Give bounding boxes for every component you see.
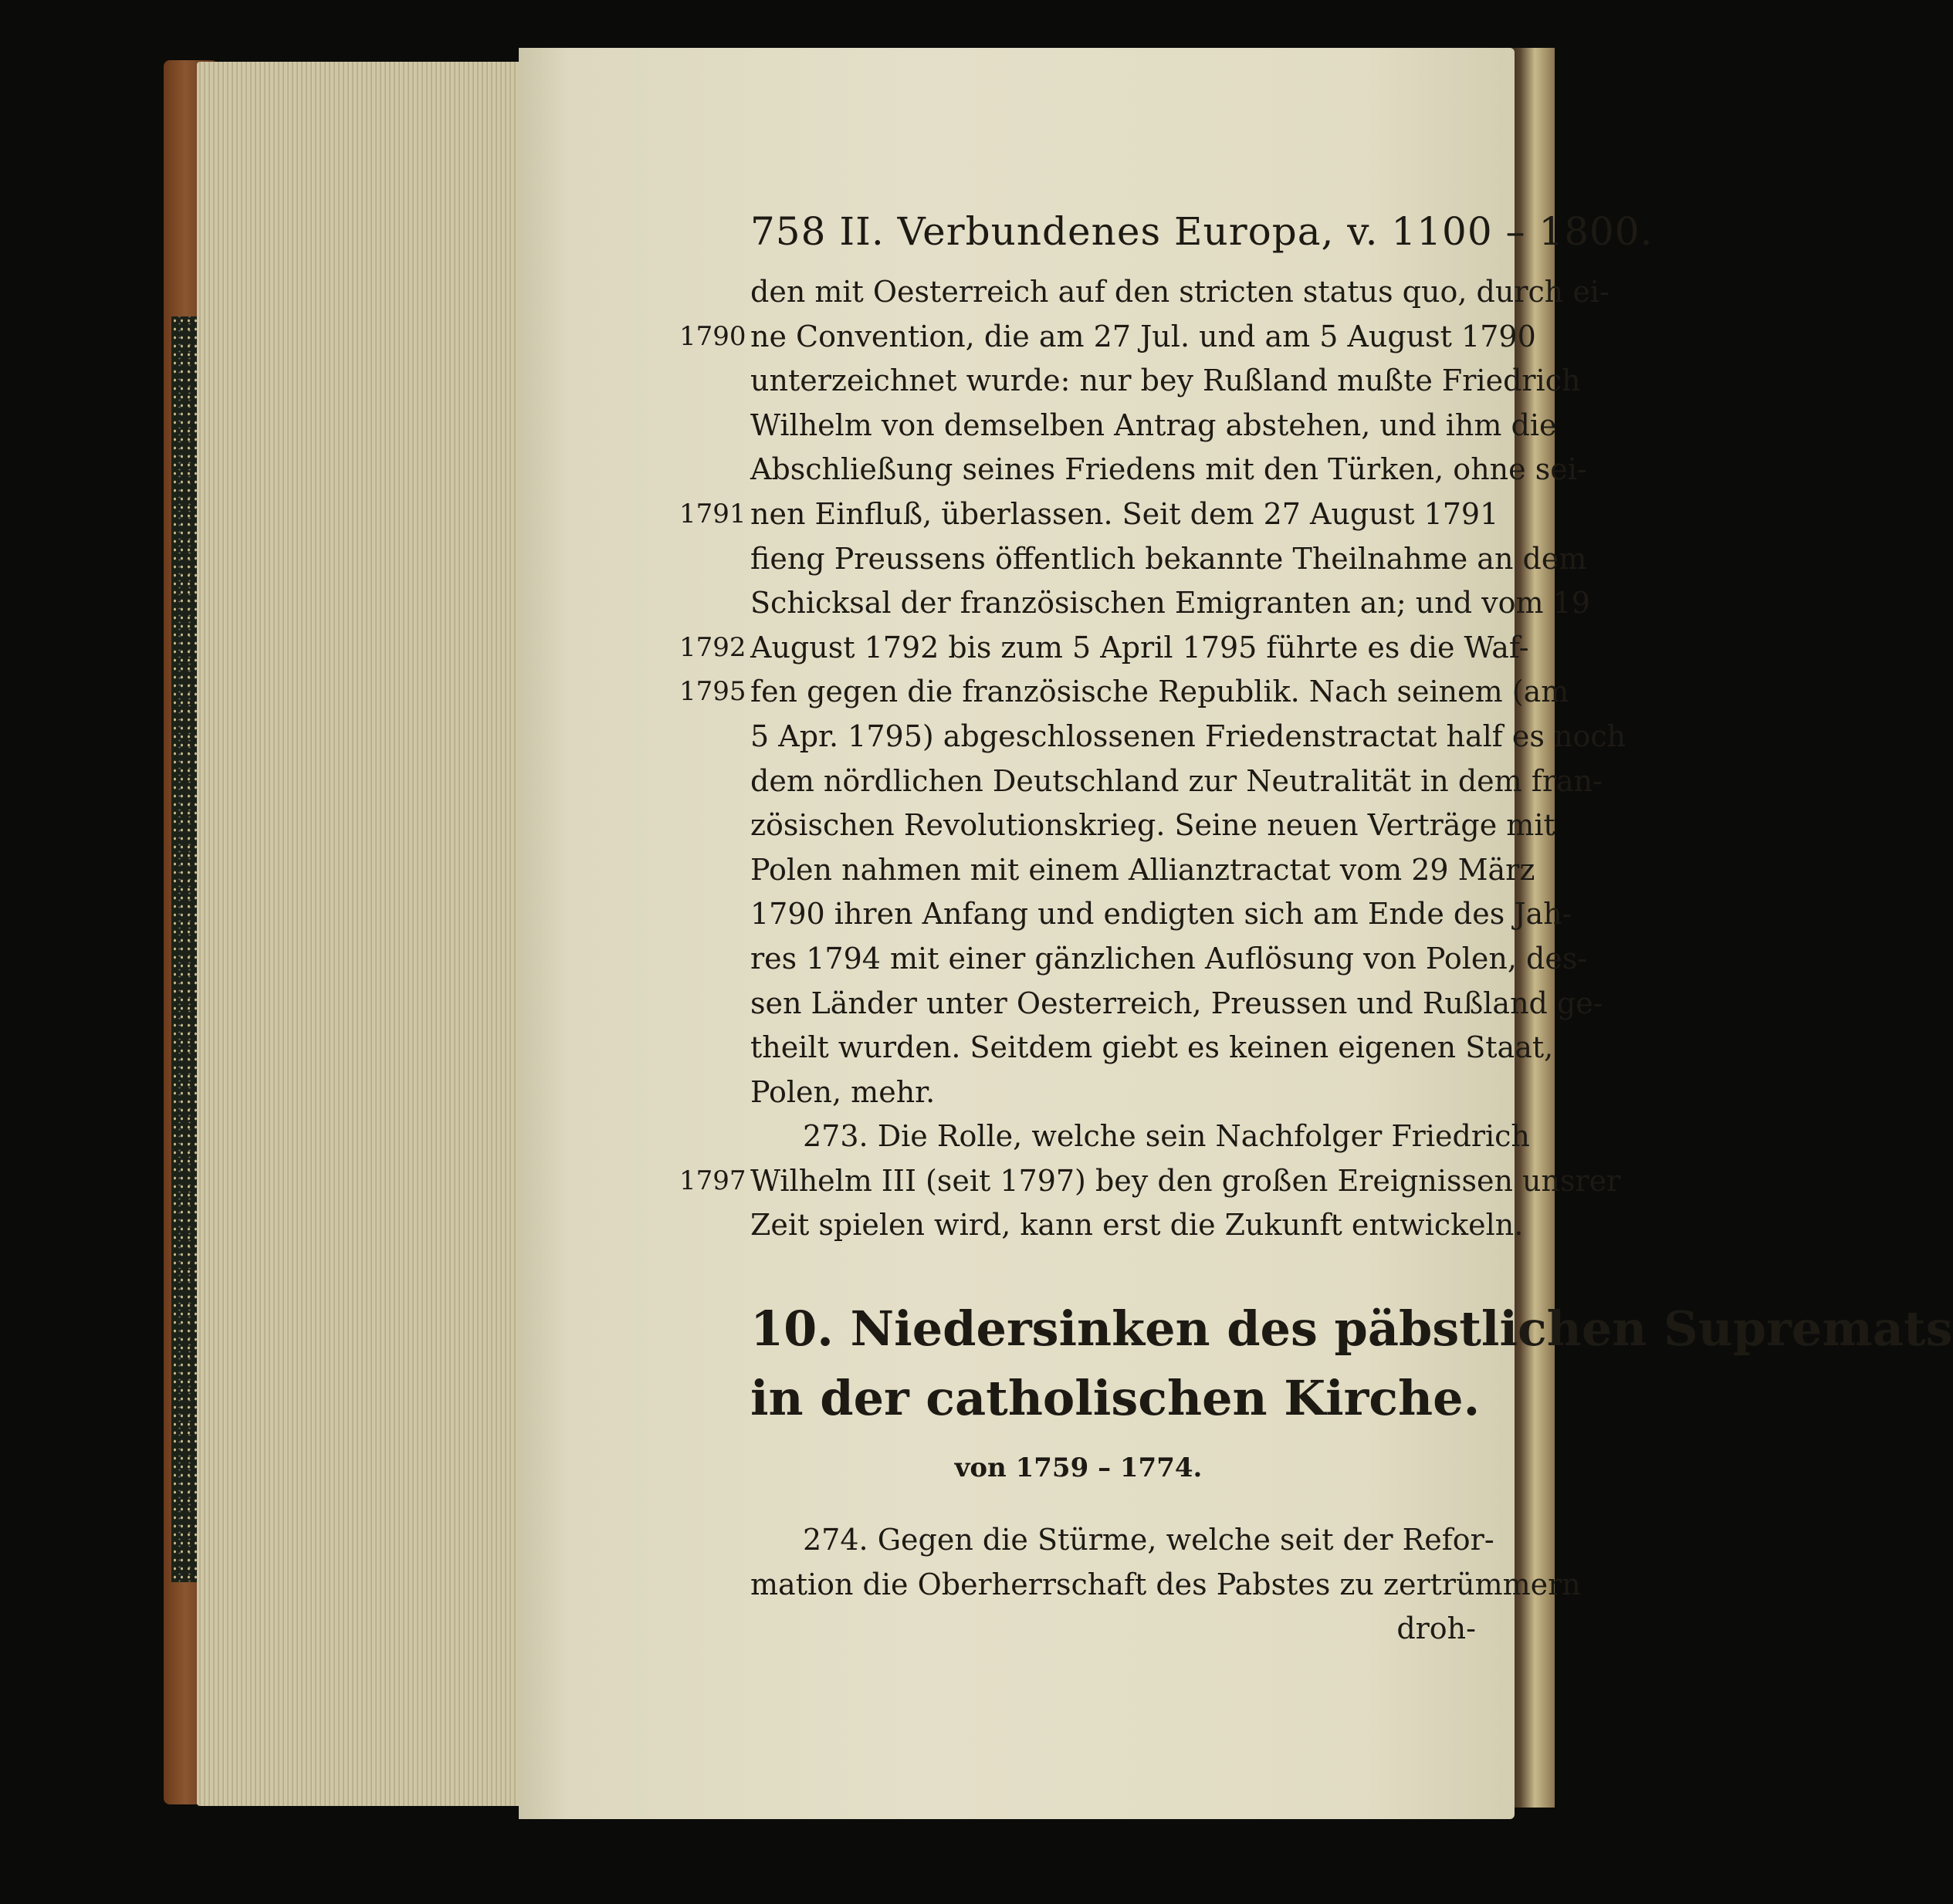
body-paragraphs: [679, 270, 1626, 1248]
text-line: [750, 803, 1555, 848]
page-number: 758: [750, 209, 827, 254]
margin-year: 1797: [679, 1165, 746, 1196]
text-line: [750, 448, 1587, 492]
line-text: unterzeichnet wurde: nur bey Rußland mußte Friedrich: [750, 364, 1581, 398]
margin-year: 1791: [679, 498, 746, 529]
section-body: [750, 1518, 1581, 1652]
line-text: August 1792 bis zum 5 April 1795 führte es die Waf-: [750, 630, 1529, 665]
text-line: [750, 1203, 1524, 1248]
text-line: [750, 715, 1626, 759]
line-text: nen Einfluß, überlassen. Seit dem 27 August 1791: [750, 496, 1499, 531]
line-text: Wilhelm von demselben Antrag abstehen, und ihm die: [750, 408, 1557, 442]
section-date-range: von 1759 – 1774.: [954, 1453, 1203, 1484]
text-line: [750, 1518, 1494, 1563]
text-line: [679, 492, 1499, 537]
line-text: Abschließung seines Friedens mit den Türken, ohne sei-: [750, 452, 1587, 487]
text-line: [750, 1563, 1581, 1608]
text-line: [750, 759, 1603, 804]
line-text: Polen, mehr.: [750, 1074, 936, 1109]
section-title-line2: in der catholischen Kirche.: [750, 1370, 1481, 1427]
line-text: ne Convention, die am 27 Jul. und am 5 August 1790: [750, 319, 1536, 353]
text-line: [679, 315, 1536, 360]
text-line: [750, 1070, 1476, 1115]
text-line: [750, 848, 1535, 893]
line-text: zösischen Revolutionskrieg. Seine neuen Verträge mit: [750, 808, 1555, 843]
section-title-line1: Niedersinken des päbstlichen Supremats: [850, 1300, 1953, 1358]
line-text: Schicksal der französischen Emigranten an; und vom 19: [750, 586, 1590, 621]
line-text: 1790 ihren Anfang und endigten sich am Ende des Jah-: [750, 897, 1572, 932]
page-text: [679, 193, 1953, 1652]
section-heading: [750, 1294, 1953, 1364]
line-text: res 1794 mit einer gänzlichen Auflösung von Polen, des-: [750, 941, 1588, 976]
running-header: [750, 193, 1653, 270]
line-text: 273. Die Rolle, welche sein Nachfolger Friedrich: [803, 1119, 1530, 1154]
line-text: fieng Preussens öffentlich bekannte Theilnahme an dem: [750, 541, 1587, 576]
text-line: [750, 359, 1581, 404]
margin-year: 1792: [679, 631, 746, 663]
text-line: [679, 670, 1569, 715]
text-line: [750, 892, 1572, 937]
text-line: [750, 982, 1603, 1026]
running-title: II. Verbundenes Europa, v. 1100 – 1800.: [839, 209, 1653, 254]
text-line: [750, 537, 1587, 582]
section-number: 10.: [750, 1300, 834, 1358]
line-text: theilt wurden. Seitdem giebt es keinen eigenen Staat,: [750, 1030, 1554, 1065]
line-text: Zeit spielen wird, kann erst die Zukunft entwickeln.: [750, 1208, 1524, 1243]
text-line: [750, 404, 1557, 448]
text-line: [750, 1026, 1554, 1070]
line-text: sen Länder unter Oesterreich, Preussen und Rußland ge-: [750, 986, 1603, 1020]
text-line: [750, 1114, 1530, 1159]
line-text: 5 Apr. 1795) abgeschlossenen Friedenstractat half es noch: [750, 719, 1626, 753]
line-text: mation die Oberherrschaft des Pabstes zu zertrümmern: [750, 1567, 1581, 1601]
margin-year: 1790: [679, 320, 746, 352]
text-line: [750, 581, 1590, 626]
page-edges: [197, 62, 521, 1806]
line-text: Polen nahmen mit einem Allianztractat vom 29 März: [750, 852, 1535, 887]
line-text: dem nördlichen Deutschland zur Neutralität in dem fran-: [750, 763, 1603, 798]
line-text: Wilhelm III (seit 1797) bey den großen Ereignissen unsrer: [750, 1163, 1621, 1198]
line-text: den mit Oesterreich auf den stricten status quo, durch ei-: [750, 275, 1609, 309]
text-line: [750, 1607, 1476, 1652]
text-line: [750, 937, 1588, 982]
line-text: 274. Gegen die Stürme, welche seit der Refor-: [803, 1523, 1494, 1557]
margin-year: 1795: [679, 676, 746, 708]
line-text: fen gegen die französische Republik. Nach seinem (am: [750, 675, 1569, 709]
text-line: [679, 1159, 1621, 1204]
line-text: droh-: [1396, 1611, 1476, 1646]
text-line: [750, 270, 1609, 315]
text-line: [679, 626, 1529, 671]
